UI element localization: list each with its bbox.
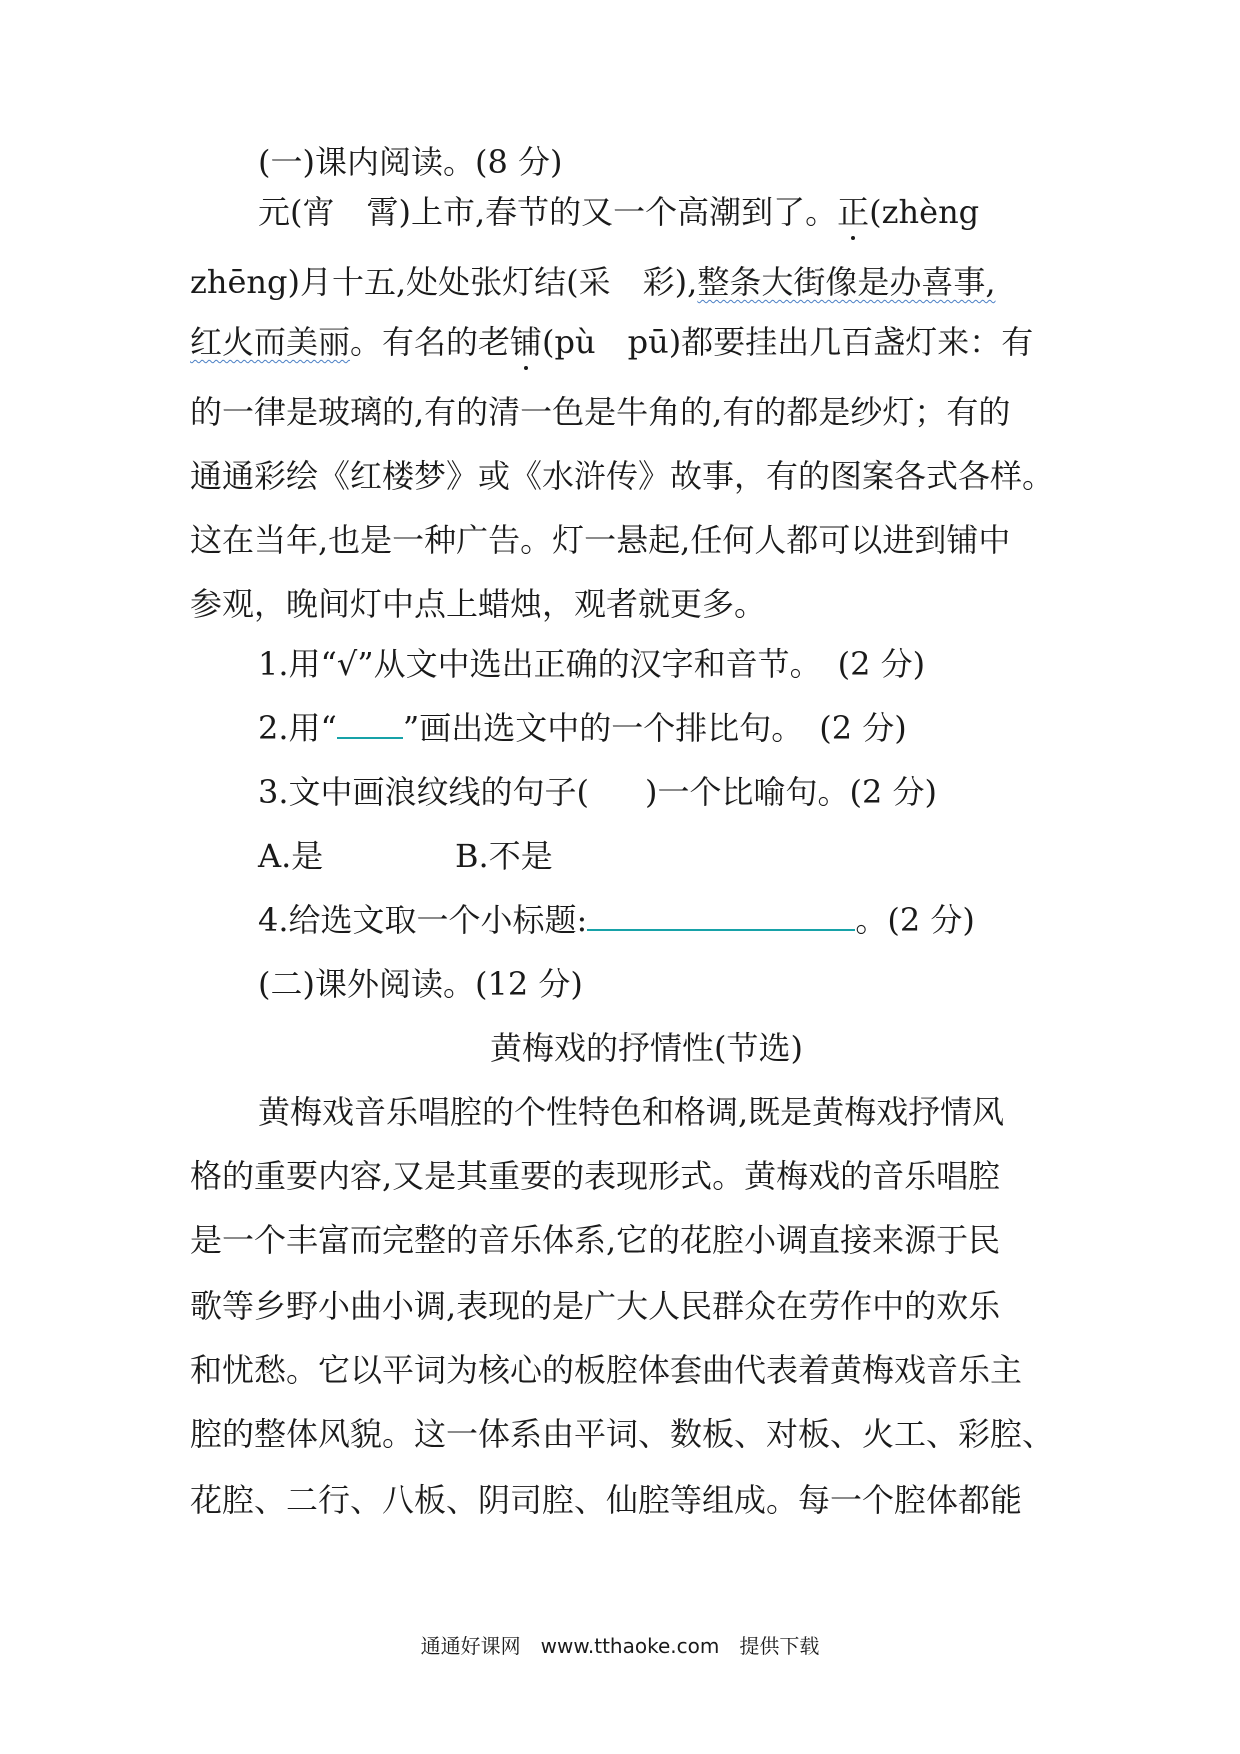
wavy-underlined-sentence: 整条大街像是办喜事, <box>697 263 996 301</box>
passage-line-5: 通通彩绘《红楼梦》或《水浒传》故事，有的图案各式各样。 <box>190 457 1055 495</box>
passage-text: (pù pū)都要挂出几百盏灯来：有 <box>542 323 1034 361</box>
question-text: 4.给选文取一个小标题: <box>258 901 588 939</box>
article-line: 和忧愁。它以平词为核心的板腔体套曲代表着黄梅戏音乐主 <box>190 1351 1023 1389</box>
question-3-option-b[interactable]: B.不是 <box>455 837 553 875</box>
wavy-underlined-sentence: 红火而美丽 <box>190 323 351 361</box>
passage-line-4: 的一律是玻璃的,有的清一色是牛角的,有的都是纱灯；有的 <box>190 393 1011 431</box>
passage-line-2 <box>190 262 996 302</box>
article-line: 格的重要内容,又是其重要的表现形式。黄梅戏的音乐唱腔 <box>190 1157 1001 1195</box>
question-4 <box>258 900 975 940</box>
question-1: 1.用“√”从文中选出正确的汉字和音节。 (2 分) <box>258 645 926 683</box>
passage-line-6: 这在当年,也是一种广告。灯一悬起,任何人都可以进到铺中 <box>190 521 1011 559</box>
passage-text: zhēng)月十五,处处张灯结(采 彩), <box>190 263 698 301</box>
article-title: 黄梅戏的抒情性(节选) <box>490 1029 803 1067</box>
article-line: 歌等乡野小曲小调,表现的是广大人民群众在劳作中的欢乐 <box>190 1287 1001 1325</box>
section1-title: (一)课内阅读。(8 分) <box>258 143 563 181</box>
article-line: 黄梅戏音乐唱腔的个性特色和格调,既是黄梅戏抒情风 <box>258 1093 1005 1131</box>
passage-line-3 <box>190 322 1033 362</box>
passage-text: 。有名的老 <box>350 323 511 361</box>
question-text: )一个比喻句。(2 分) <box>645 773 938 811</box>
question-3-option-a[interactable]: A.是 <box>258 837 324 875</box>
title-answer-blank[interactable] <box>587 901 855 931</box>
question-text: 3.文中画浪纹线的句子( <box>258 773 590 811</box>
passage-line-1 <box>258 192 979 232</box>
question-text: ”画出选文中的一个排比句。 (2 分) <box>402 709 907 747</box>
emphasis-dot-char: 正 <box>837 193 870 231</box>
emphasis-dot-char: 铺 <box>510 323 543 361</box>
passage-text: (zhèng <box>869 193 980 231</box>
question-text: 。(2 分) <box>855 901 975 939</box>
straight-underline-sample <box>337 709 403 739</box>
question-3 <box>258 772 937 812</box>
article-line: 腔的整体风貌。这一体系由平词、数板、对板、火工、彩腔、 <box>190 1415 1055 1453</box>
question-2 <box>258 708 907 748</box>
article-line: 是一个丰富而完整的音乐体系,它的花腔小调直接来源于民 <box>190 1221 1001 1259</box>
question-text: 2.用“ <box>258 709 337 747</box>
page-footer: 通通好课网 www.tthaoke.com 提供下载 <box>420 1634 820 1658</box>
passage-text: 元(宵 霄)上市,春节的又一个高潮到了。 <box>258 193 838 231</box>
article-line: 花腔、二行、八板、阴司腔、仙腔等组成。每一个腔体都能 <box>190 1481 1023 1519</box>
passage-line-7: 参观，晚间灯中点上蜡烛，观者就更多。 <box>190 585 767 623</box>
section2-title: (二)课外阅读。(12 分) <box>258 965 583 1003</box>
